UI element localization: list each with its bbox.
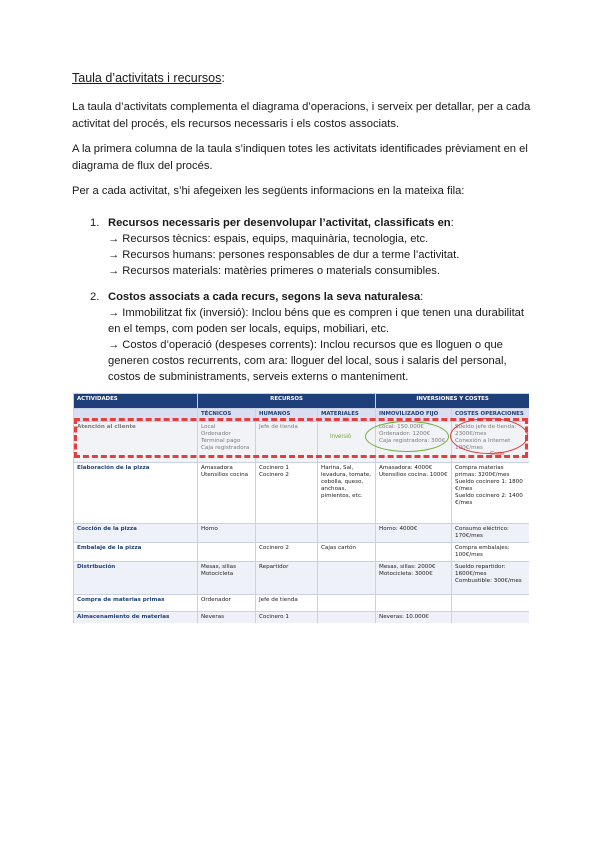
table-cell: Neveras: 10.000€ bbox=[376, 612, 452, 624]
table-group-header: ACTIVIDADES bbox=[74, 394, 198, 409]
table-row bbox=[74, 463, 530, 524]
table-activity-cell: Atención al cliente bbox=[74, 422, 198, 463]
list-item-costs: 2. Costos associats a cada recurs, segons la seva naturalesa: → Immobilitzat fix (inversió): Inclou béns que es compren i que tenen una durabilitat en el temps, com poden ser locals, equips, mobiliari, etc. → Costos d’operació (despeses corrents): Inclou recursos que es lloguen o que generen costos recurrents, com ara: lloguer del local, sous i salaris del personal, costos de subministraments, serveis externs o manteniment. bbox=[90, 289, 530, 385]
table-row bbox=[74, 524, 530, 543]
investment-oval bbox=[365, 421, 449, 452]
table-cell: Compra materias primas: 3200€/mes Sueldo cocinero 1: 1800 €/mes Sueldo cocinero 2: 1400 €/mes bbox=[452, 463, 529, 524]
table-cell: Cocinero 1 Cocinero 2 bbox=[256, 463, 318, 524]
table-cell: Horno: 4000€ bbox=[376, 524, 452, 543]
table-cell bbox=[452, 612, 529, 624]
table-cell bbox=[452, 595, 529, 612]
section-title: Taula d’activitats i recursos: bbox=[72, 71, 225, 85]
table-activity-cell: Embalaje de la pizza bbox=[74, 543, 198, 562]
table-cell: Sueldo jefe de tienda: 2300€/mes Conexión a Internet 100€/mes bbox=[452, 422, 529, 463]
table-cell: Horno bbox=[198, 524, 256, 543]
table-cell: Mesas, sillas: 2000€ Motocicleta: 3000€ bbox=[376, 562, 452, 595]
table-cell: Harina, Sal, levadura, tomate, cebolla, queso, anchoas, pimientos, etc. bbox=[318, 463, 376, 524]
table-cell: Ordenador bbox=[198, 595, 256, 612]
paragraph-first-column: A la primera columna de la taula s’indiquen totes les activitats identificades prèviament en el diagrama de flux del procés. bbox=[72, 143, 528, 172]
table-column-header: TÉCNICOS bbox=[198, 409, 256, 422]
paragraph-intro: La taula d’activitats complementa el diagrama d’operacions, i serveix per detallar, per a cada activitat del procés, els recursos necessaris i els costos associats. bbox=[72, 101, 531, 130]
table-cell bbox=[318, 524, 376, 543]
table-activity-cell: Almacenamiento de materias bbox=[74, 612, 198, 624]
table-cell: Repartidor bbox=[256, 562, 318, 595]
table-group-header: RECURSOS bbox=[198, 394, 376, 409]
table-row bbox=[74, 543, 530, 562]
table-cell: Sueldo repartidor: 1600€/mes Combustible: 300€/mes bbox=[452, 562, 529, 595]
table-cell bbox=[318, 612, 376, 624]
table-column-header bbox=[74, 409, 198, 422]
table-cell: Cajas cartón bbox=[318, 543, 376, 562]
table-cell: Neveras bbox=[198, 612, 256, 624]
table-cell bbox=[376, 543, 452, 562]
table-cell: Cocinero 1 bbox=[256, 612, 318, 624]
list-subitem: → Costos d’operació (despeses corrents): Inclou recursos que es lloguen o que generen costos recurrents, com ara: lloguer del local, sous i salaris del personal, costos de subministraments, serveis externs o manteniment. bbox=[108, 339, 507, 383]
table-activity-cell: Cocción de la pizza bbox=[74, 524, 198, 543]
investment-annotation: Inversió bbox=[330, 434, 352, 440]
cost-oval bbox=[450, 418, 528, 454]
table-cell bbox=[318, 595, 376, 612]
table-cell: Jefe de tienda bbox=[256, 595, 318, 612]
table-row bbox=[74, 562, 530, 595]
cost-annotation: Coste bbox=[490, 451, 505, 457]
list-subitem: → Immobilitzat fix (inversió): Inclou béns que es compren i que tenen una durabilitat en el temps, com poden ser locals, equips, mobiliari, etc. bbox=[108, 307, 525, 335]
table-activity-cell: Elaboración de la pizza bbox=[74, 463, 198, 524]
table-activity-cell: Distribución bbox=[74, 562, 198, 595]
table-cell: Mesas, sillas Motocicleta bbox=[198, 562, 256, 595]
table-cell bbox=[318, 562, 376, 595]
table-cell bbox=[198, 543, 256, 562]
table-cell: Local: 150.000€ Ordenador: 1200€ Caja registradora: 300€ bbox=[376, 422, 452, 463]
table-column-header: COSTES OPERACIONES bbox=[452, 409, 529, 422]
table-row bbox=[74, 612, 530, 624]
table-cell bbox=[256, 524, 318, 543]
table-cell bbox=[376, 595, 452, 612]
table-group-header: INVERSIONES Y COSTES bbox=[376, 394, 529, 409]
table-row bbox=[74, 595, 530, 612]
table-column-header: MATERIALES bbox=[318, 409, 376, 422]
list-subitem: → Recursos materials: matèries primeres o materials consumibles. bbox=[108, 265, 440, 277]
paragraph-row-info: Per a cada activitat, s’hi afegeixen les següents informacions en la mateixa fila: bbox=[72, 185, 465, 197]
list-subitem: → Recursos tècnics: espais, equips, maquinària, tecnologia, etc. bbox=[108, 233, 429, 245]
table-cell: Compra embalajes: 100€/mes bbox=[452, 543, 529, 562]
table-activity-cell: Compra de materias primas bbox=[74, 595, 198, 612]
list-item-resources: 1. Recursos necessaris per desenvolupar l’activitat, classificats en: → Recursos tècnics: espais, equips, maquinària, tecnologia, etc. → Recursos humans: persones responsables de dur a terme l’activitat. → Recursos materials: matèries primeres o materials consumibles. bbox=[90, 215, 530, 279]
table-cell: Local Ordenador Terminal pago Caja registradora bbox=[198, 422, 256, 463]
table-cell: Cocinero 2 bbox=[256, 543, 318, 562]
table-cell: Amasadora Utensilios cocina bbox=[198, 463, 256, 524]
list-subitem: → Recursos humans: persones responsables de dur a terme l’activitat. bbox=[108, 249, 460, 261]
table-column-header: HUMANOS bbox=[256, 409, 318, 422]
table-cell: Amasadora: 4000€ Utensilios cocina: 1000€ bbox=[376, 463, 452, 524]
table-cell: Jefe de tienda bbox=[256, 422, 318, 463]
table-column-header: INMOVILIZADO FIJO bbox=[376, 409, 452, 422]
table-cell: Consumo eléctrico: 170€/mes bbox=[452, 524, 529, 543]
